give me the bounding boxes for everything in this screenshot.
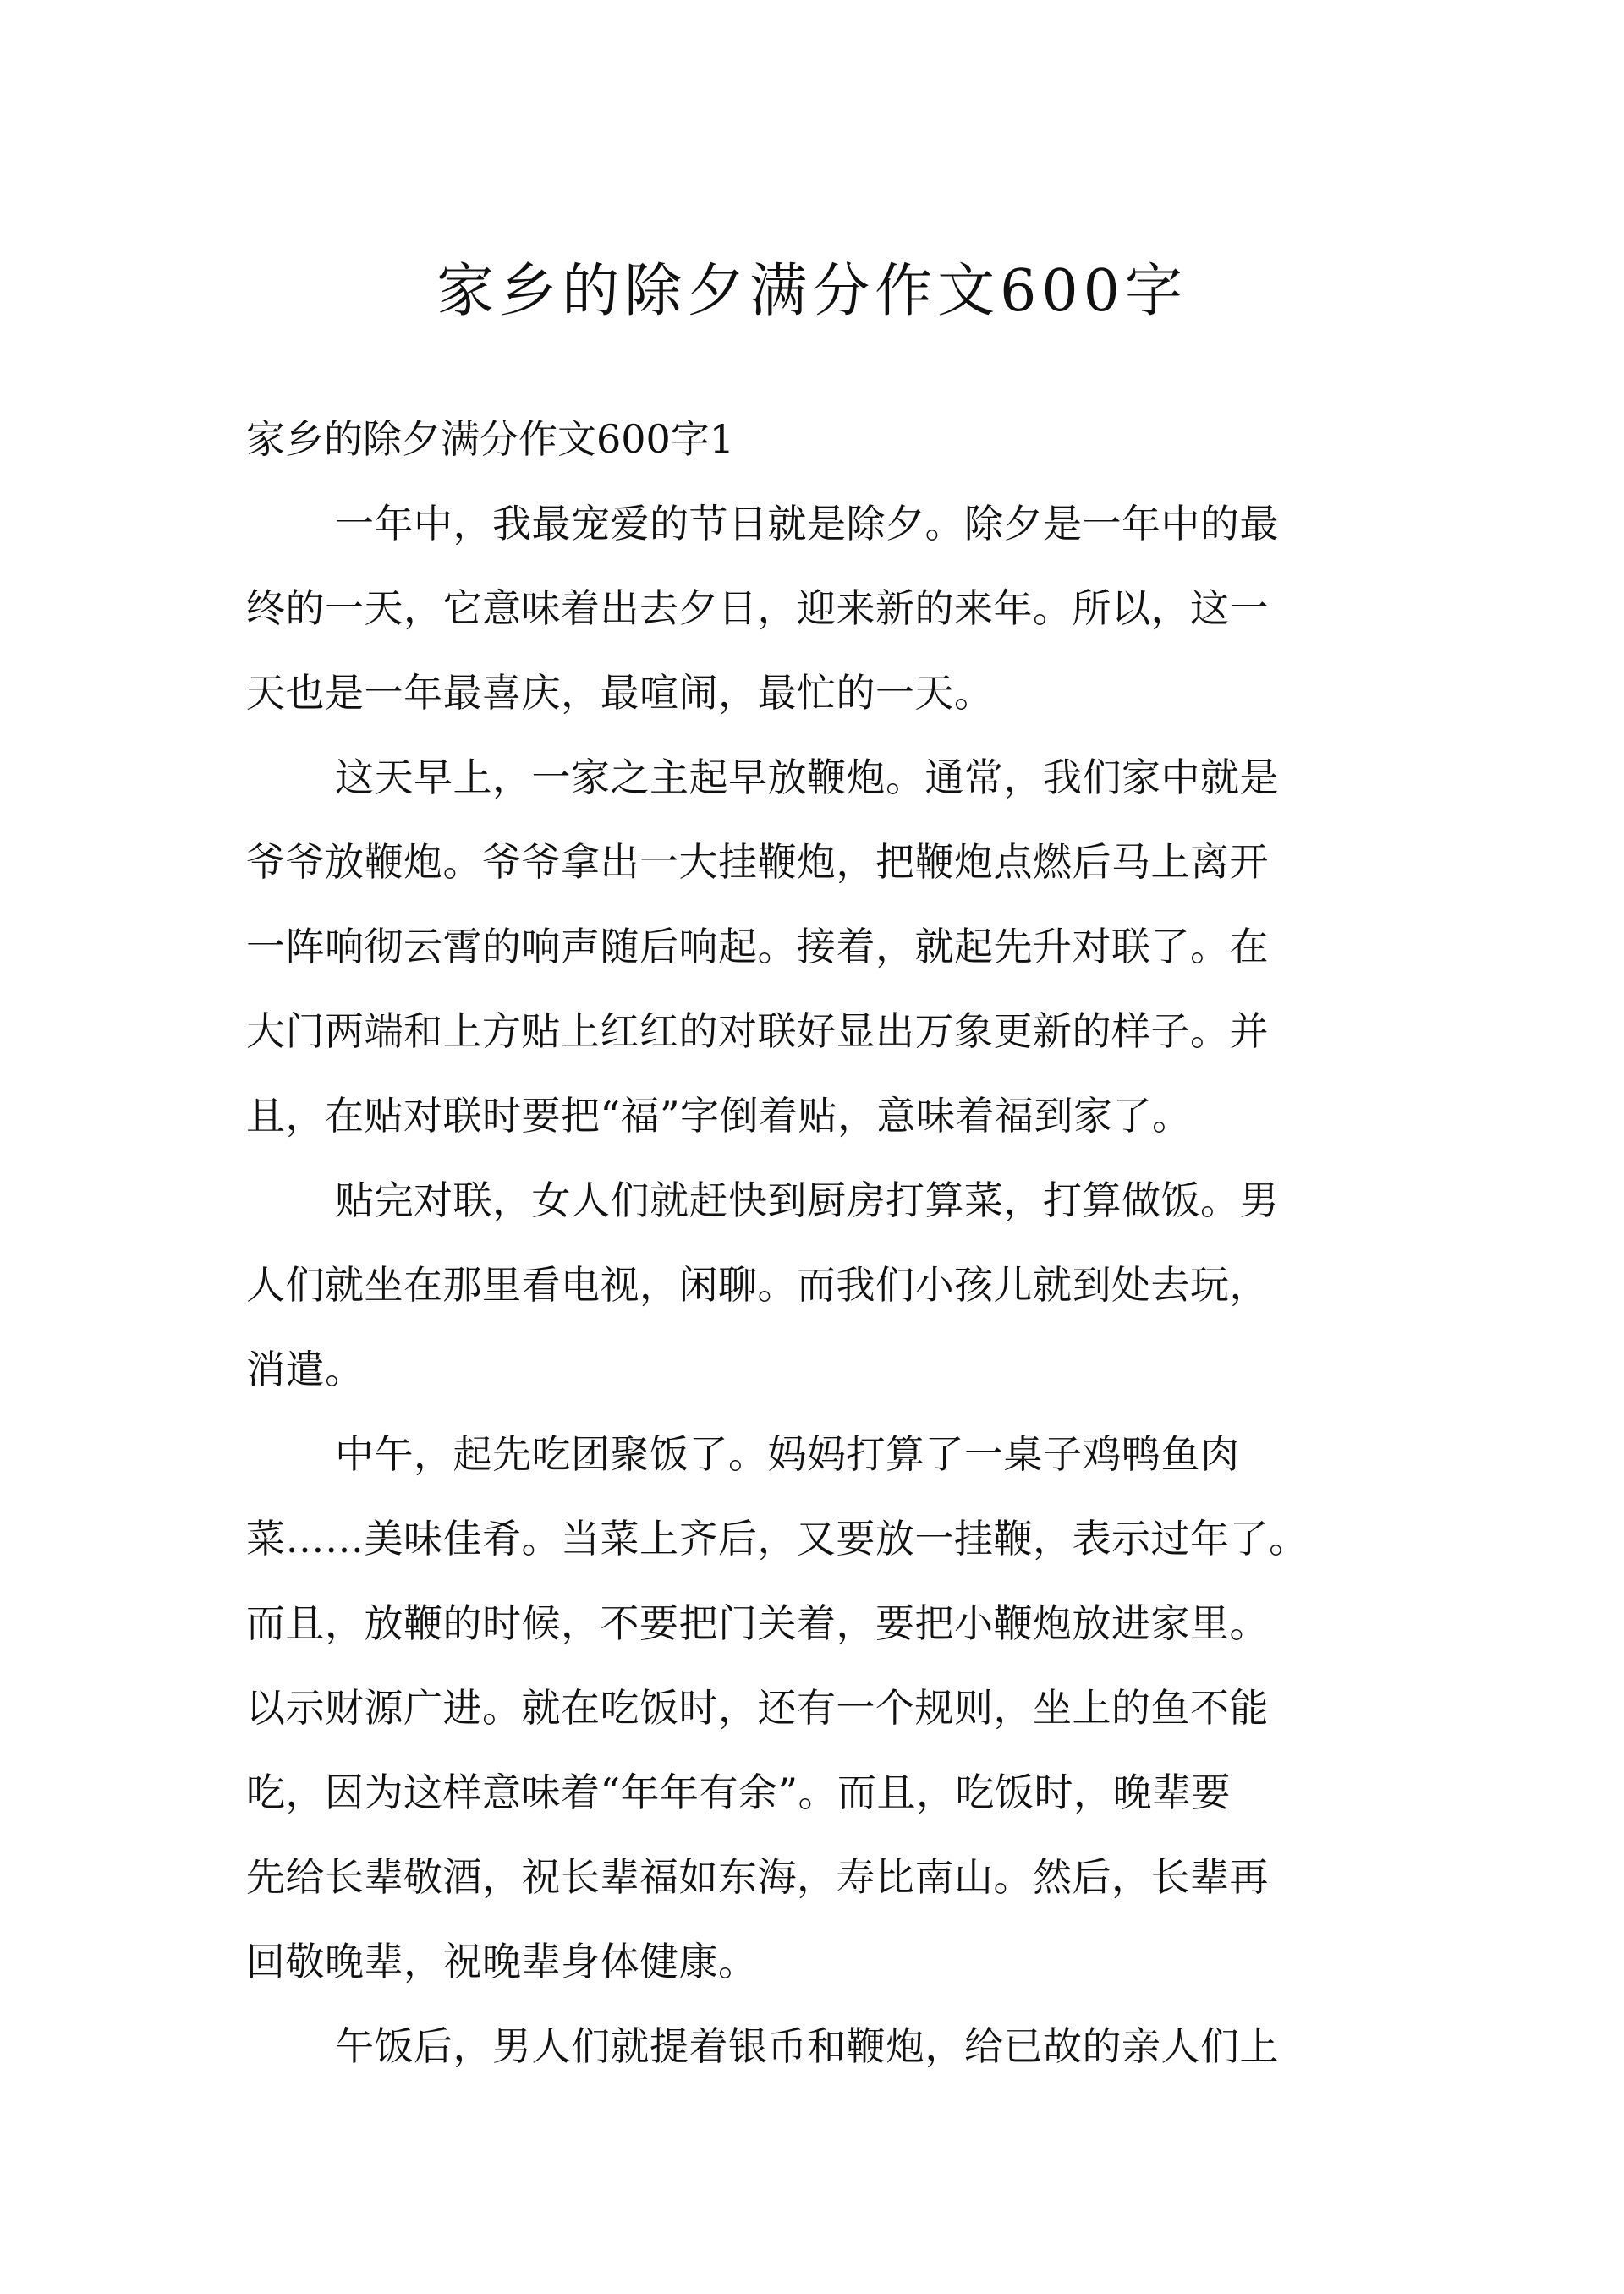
text-line: 中午，起先吃团聚饭了。妈妈打算了一桌子鸡鸭鱼肉 xyxy=(335,1431,1240,1477)
text-line: 菜……美味佳肴。当菜上齐后，又要放一挂鞭，表示过年了。 xyxy=(246,1516,1309,1561)
text-line: 人们就坐在那里看电视，闲聊。而我们小孩儿就到处去玩， xyxy=(246,1262,1269,1308)
text-line: 终的一天，它意味着出去夕日，迎来新的来年。所以，这一 xyxy=(246,585,1269,631)
text-line: 而且，放鞭的时候，不要把门关着，要把小鞭炮放进家里。 xyxy=(246,1600,1269,1646)
text-line: 贴完对联，女人们就赶快到厨房打算菜，打算做饭。男 xyxy=(335,1177,1279,1223)
section-heading: 家乡的除夕满分作文600字1 xyxy=(246,416,735,462)
text-line: 大门两端和上方贴上红红的对联好显出万象更新的样子。并 xyxy=(246,1008,1269,1054)
text-line: 一年中，我最宠爱的节日就是除夕。除夕是一年中的最 xyxy=(335,501,1279,546)
text-line: 且，在贴对联时要把“福”字倒着贴，意味着福到家了。 xyxy=(246,1093,1192,1139)
text-line: 先给长辈敬酒，祝长辈福如东海，寿比南山。然后，长辈再 xyxy=(246,1854,1269,1900)
text-line: 消遣。 xyxy=(246,1347,365,1392)
text-line: 午饭后，男人们就提着银币和鞭炮，给已故的亲人们上 xyxy=(335,2023,1279,2069)
text-line: 这天早上，一家之主起早放鞭炮。通常，我们家中就是 xyxy=(335,755,1279,800)
text-line: 一阵响彻云霄的响声随后响起。接着，就起先升对联了。在 xyxy=(246,924,1269,969)
document-title: 家乡的除夕满分作文600字 xyxy=(436,258,1188,325)
text-line: 回敬晚辈，祝晚辈身体健康。 xyxy=(246,1939,758,1984)
text-line: 天也是一年最喜庆，最喧闹，最忙的一天。 xyxy=(246,670,994,716)
text-line: 爷爷放鞭炮。爷爷拿出一大挂鞭炮，把鞭炮点燃后马上离开 xyxy=(246,839,1269,885)
text-line: 吃，因为这样意味着“年年有余”。而且，吃饭时，晚辈要 xyxy=(246,1770,1232,1815)
text-line: 以示财源广进。就在吃饭时，还有一个规则，坐上的鱼不能 xyxy=(246,1685,1269,1731)
